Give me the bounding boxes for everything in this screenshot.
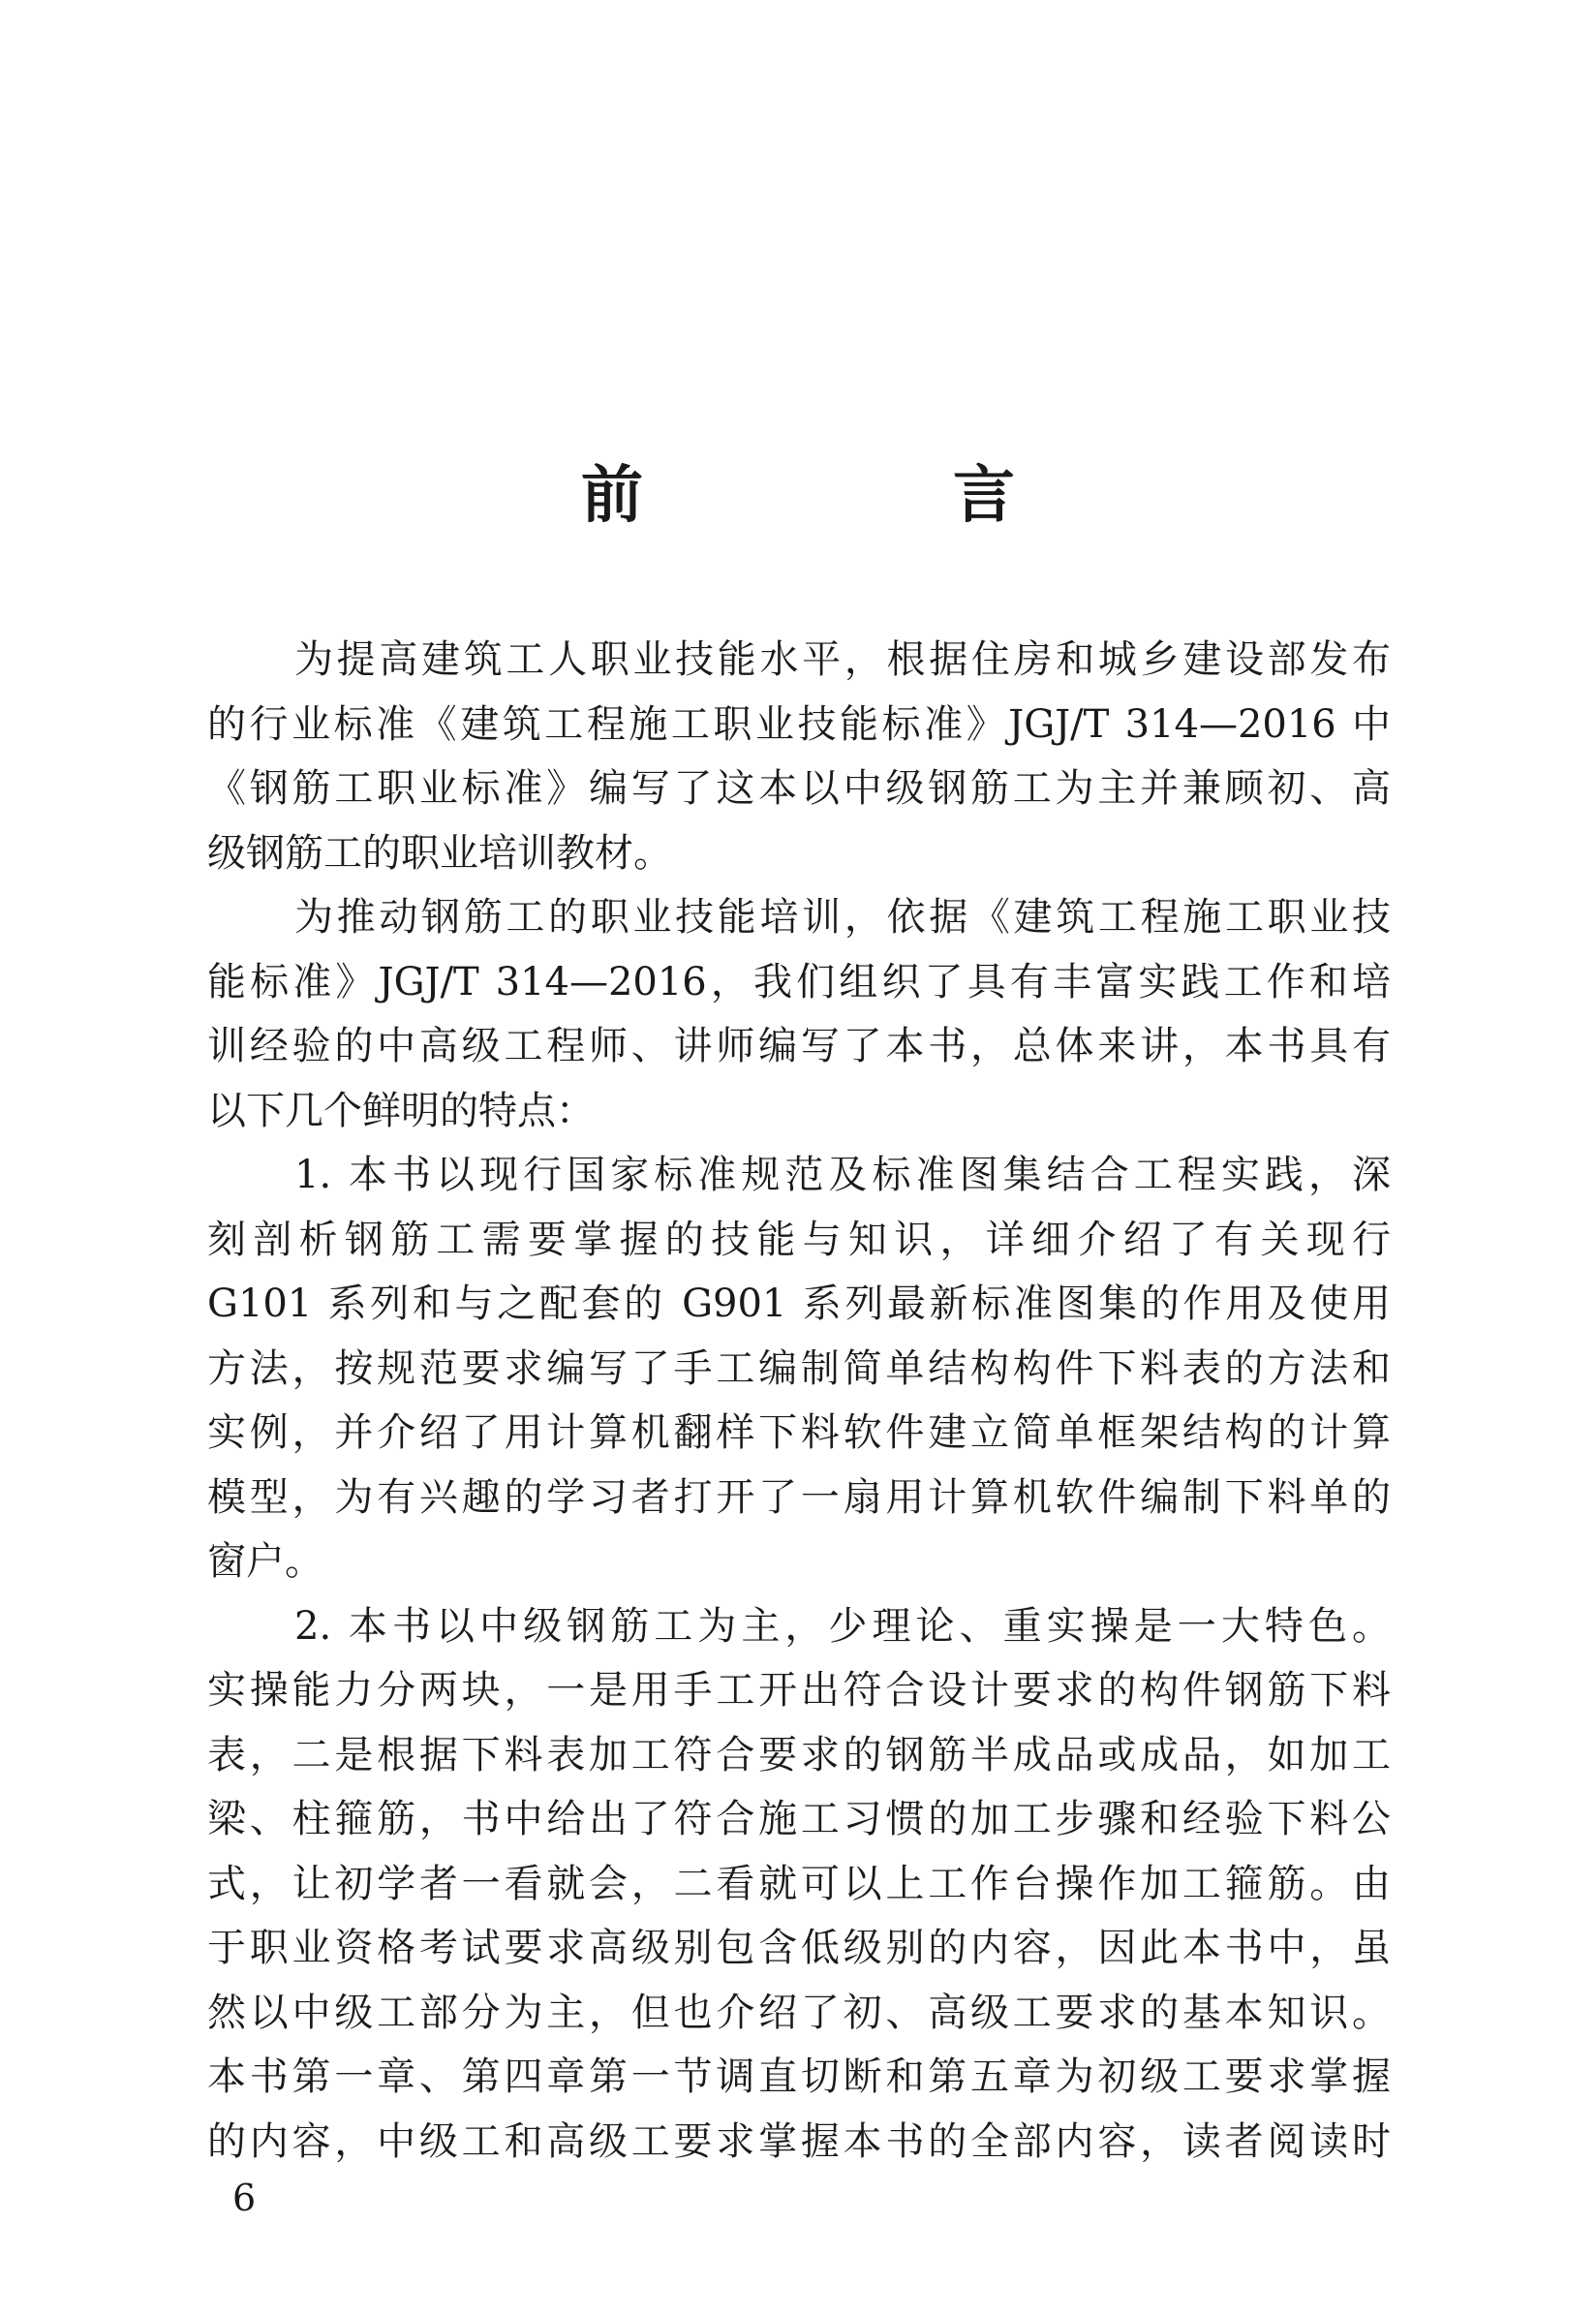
text-line: 本书第一章、第四章第一节调直切断和第五章为初级工要求掌握 [207, 2054, 1391, 2099]
text-line: 能标准》JGJ/T 314—2016，我们组织了具有丰富实践工作和培 [207, 959, 1391, 1004]
text-line: 训经验的中高级工程师、讲师编写了本书，总体来讲，本书具有 [207, 1024, 1391, 1068]
body-text [207, 628, 1391, 2174]
text-line: 级钢筋工的职业培训教材。 [207, 830, 672, 876]
page-number: 6 [232, 2177, 257, 2219]
text-line: 实例，并介绍了用计算机翻样下料软件建立简单框架结构的计算 [207, 1410, 1391, 1455]
text-line: G101 系列和与之配套的 G901 系列最新标准图集的作用及使用 [207, 1282, 1391, 1326]
text-line: 1. 本书以现行国家标准规范及标准图集结合工程实践，深 [294, 1153, 1391, 1197]
text-line: 方法，按规范要求编写了手工编制简单结构构件下料表的方法和 [207, 1345, 1391, 1391]
text-line: 以下几个鲜明的特点： [207, 1088, 595, 1133]
text-line: 的行业标准《建筑工程施工职业技能标准》JGJ/T 314—2016 中 [207, 701, 1391, 747]
text-line: 实操能力分两块，一是用手工开出符合设计要求的构件钢筋下料 [207, 1668, 1391, 1713]
text-line: 模型，为有兴趣的学习者打开了一扇用计算机软件编制下料单的 [207, 1474, 1391, 1520]
text-line: 刻剖析钢筋工需要掌握的技能与知识，详细介绍了有关现行 [207, 1217, 1391, 1262]
text-line: 式，让初学者一看就会，二看就可以上工作台操作加工箍筋。由 [207, 1861, 1391, 1906]
text-line: 窗户。 [207, 1539, 323, 1584]
text-line: 然以中级工部分为主，但也介绍了初、高级工要求的基本知识。 [207, 1990, 1391, 2035]
text-line: 为提高建筑工人职业技能水平，根据住房和城乡建设部发布 [294, 637, 1391, 682]
text-line: 表，二是根据下料表加工符合要求的钢筋半成品或成品，如加工 [207, 1732, 1391, 1777]
text-line: 梁、柱箍筋，书中给出了符合施工习惯的加工步骤和经验下料公 [207, 1797, 1391, 1841]
text-line: 《钢筋工职业标准》编写了这本以中级钢筋工为主并兼顾初、高 [207, 766, 1391, 811]
text-line: 于职业资格考试要求高级别包含低级别的内容，因此本书中，虽 [207, 1926, 1391, 1970]
text-line: 为推动钢筋工的职业技能培训，依据《建筑工程施工职业技 [294, 895, 1391, 940]
text-line: 2. 本书以中级钢筋工为主，少理论、重实操是一大特色。 [294, 1603, 1391, 1649]
text-line: 的内容，中级工和高级工要求掌握本书的全部内容，读者阅读时 [207, 2118, 1391, 2164]
page-title: 前 言 [581, 459, 1139, 532]
